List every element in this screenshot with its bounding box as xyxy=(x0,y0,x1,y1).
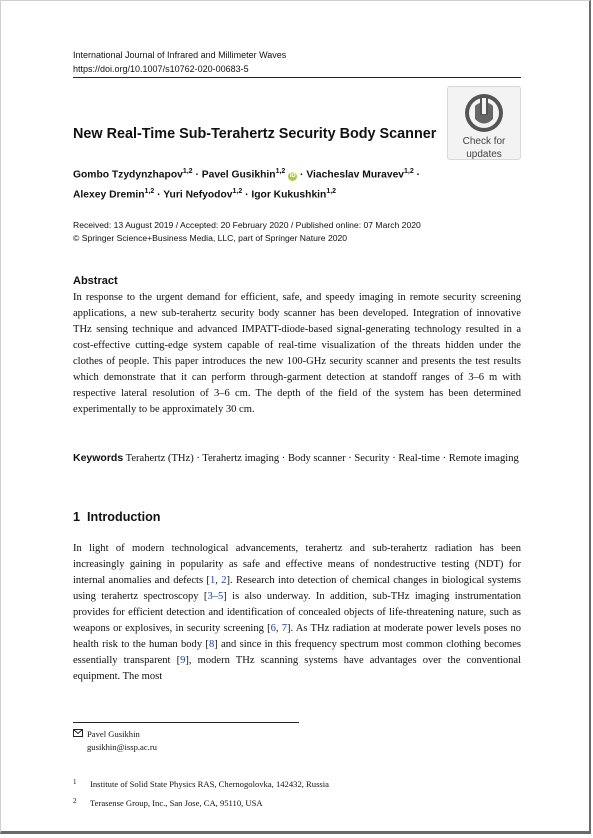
intro-text: ]. Research into detection of chemical changes in biological systems using terahertz spectroscopy [ xyxy=(73,575,521,602)
author-name[interactable]: Igor Kukushkin xyxy=(251,189,327,201)
section-title: Introduction xyxy=(87,510,161,524)
affiliation-text: Terasense Group, Inc., San Jose, CA, 95110, USA xyxy=(90,798,263,808)
intro-text: ], modern THz scanning systems have advantages over the conventional equipment. The most xyxy=(73,655,521,682)
citation-link[interactable]: 2 xyxy=(221,575,227,586)
author-name[interactable]: Pavel Gusikhin xyxy=(201,169,276,181)
citation-link[interactable]: 9 xyxy=(180,655,186,666)
author-affiliation: 1,2 xyxy=(182,168,193,175)
abstract-text: In response to the urgent demand for efficient, safe, and speedy imaging in remote security screening applications, a new sub-terahertz security body scanner has been developed. Integration of innovative THz sensing technique and advanced IMPATT-diode-based signal-generating technology resulted in a cost-effective cutting-edge system capable of real-time visualization of the threats hidden under the clothes of people. This paper introduces the new 100-GHz security scanner and presents the test results which demonstrate that it can perform through-garment detection at standoff ranges of 3–6 m with respective lateral resolution of 3–6 cm. The depth of the field of the system has been determined experimentally to be approximately 30 cm. xyxy=(73,292,521,415)
abstract-heading: Abstract xyxy=(73,275,118,287)
affiliation-1 xyxy=(73,778,329,789)
dates-line: Received: 13 August 2019 / Accepted: 20 February 2020 / Published online: 07 March 2020 xyxy=(73,220,421,230)
citation-link[interactable]: 8 xyxy=(208,639,215,650)
envelope-icon xyxy=(73,728,87,741)
corresponding-author: Pavel Gusikhin xyxy=(87,729,140,739)
author-name[interactable]: Gombo Tzydynzhapov xyxy=(73,169,183,181)
doi-link[interactable]: https://doi.org/10.1007/s10762-020-00683-5 xyxy=(73,64,249,74)
orcid-icon[interactable]: iD xyxy=(289,173,296,180)
affiliation-2 xyxy=(73,797,263,808)
author-affiliation: 1,2 xyxy=(326,188,337,196)
section-heading xyxy=(73,510,160,524)
intro-text: In light of modern technological advancements, terahertz and sub-terahertz radiation has been increasingly gaining in popularity as safe and effective means of nondestructive testing (NDT) for internal anomalies and defects [ xyxy=(73,543,521,586)
journal-header xyxy=(73,48,286,76)
badge-line1: Check for xyxy=(462,136,506,147)
footnote-rule xyxy=(73,722,299,723)
header-rule xyxy=(73,77,521,78)
citation-link[interactable]: 3–5 xyxy=(207,591,224,602)
intro-text: ] is also underway. In addition, sub-THz imaging instrumentation provides for efficient detection and identification of concealed objects of life-threatening nature, such as weapons or explosives, in security screening [ xyxy=(73,591,521,634)
intro-text: ]. As THz radiation at moderate power levels poses no health risk to the human body [ xyxy=(73,623,521,650)
author-name[interactable]: Yuri Nefyodov xyxy=(163,189,233,201)
author-affiliation: 1,2 xyxy=(275,168,286,175)
paper-title: New Real-Time Sub-Terahertz Security Body Scanner xyxy=(73,126,437,142)
check-updates-icon xyxy=(463,92,505,134)
introduction-text xyxy=(73,541,521,685)
author-affiliation: 1,2 xyxy=(144,188,155,196)
citation-link[interactable]: 1 xyxy=(209,575,216,586)
citation-link[interactable]: 6 xyxy=(270,623,276,634)
author-affiliation: 1,2 xyxy=(232,188,243,196)
corresponding-email[interactable]: gusikhin@issp.ac.ru xyxy=(87,742,157,752)
keywords-label: Keywords xyxy=(73,452,124,464)
author-name[interactable]: Viacheslav Muravev xyxy=(306,169,405,181)
journal-name: International Journal of Infrared and Millimeter Waves xyxy=(73,50,287,60)
affiliation-number: 1 xyxy=(73,778,77,786)
author-name[interactable]: Alexey Dremin xyxy=(73,189,145,201)
affiliation-number: 2 xyxy=(73,797,77,805)
author-affiliation: 1,2 xyxy=(404,168,414,175)
keywords-text: Terahertz (THz) · Terahertz imaging · Body scanner · Security · Real-time · Remote imaging xyxy=(125,453,519,464)
correspondence xyxy=(73,728,157,754)
badge-line2: updates xyxy=(466,149,502,160)
intro-text: , xyxy=(275,623,282,634)
keywords-block xyxy=(73,450,521,467)
section-number: 1 xyxy=(73,510,81,524)
citation-link[interactable]: 7 xyxy=(281,623,288,634)
intro-text: , xyxy=(215,575,222,586)
check-for-updates-badge[interactable] xyxy=(447,86,521,160)
author-list: Gombo Tzydynzhapov$^{1,2}$ · Pavel Gusikhin$^{1,2}$ iD · Viacheslav Muravev$^{1,2}$ · Alexey Dremin$^{1,2}$ · Yuri Nefyodov$^{1,2}$ · Igor Kukushkin$^{1,2}$ xyxy=(73,168,421,201)
affiliation-text: Institute of Solid State Physics RAS, Chernogolovka, 142432, Russia xyxy=(90,779,329,789)
copyright-line: © Springer Science+Business Media, LLC, part of Springer Nature 2020 xyxy=(73,233,348,243)
intro-text: ] and since in this frequency spectrum most common clothing becomes essentially transparent [ xyxy=(73,639,522,666)
publication-dates xyxy=(73,219,421,245)
